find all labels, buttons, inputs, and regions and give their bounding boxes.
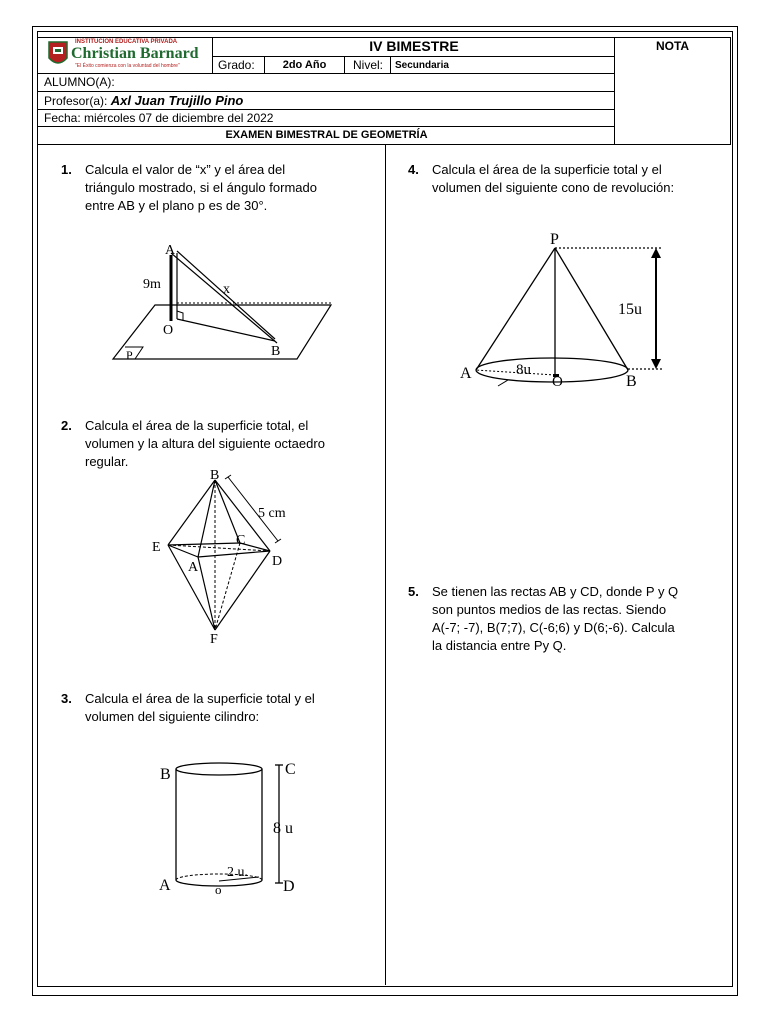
alumno-label: ALUMNO(A):	[44, 75, 115, 89]
nivel-value: Secundaria	[395, 60, 449, 71]
question-5-line: A(-7; -7), B(7;7), C(-6;6) y D(6;-6). Calcula	[432, 620, 675, 635]
question-4-line: Calcula el área de la superficie total y el	[432, 162, 662, 177]
grado-value-cell	[264, 56, 345, 74]
fig2-label-D: D	[272, 554, 283, 569]
fig3-label-C: C	[285, 761, 296, 778]
nivel-value-cell	[390, 56, 615, 74]
fecha-cell	[37, 109, 615, 127]
question-1-line: Calcula el valor de “x” y el área del	[85, 162, 286, 177]
fig1-label-B: B	[271, 344, 281, 359]
fig3-label-height: 8 u	[273, 820, 293, 837]
nivel-label-cell	[344, 56, 391, 74]
question-1-line: entre AB y el plano p es de 30°.	[85, 198, 268, 213]
alumno-cell	[37, 73, 615, 92]
question-5-line: la distancia entre Py Q.	[432, 638, 567, 653]
fig3-label-B: B	[160, 766, 171, 783]
question-1-line: triángulo mostrado, si el ángulo formado	[85, 180, 317, 195]
school-name: Christian Barnard	[71, 45, 199, 62]
fig3-label-radius: 2 u.	[227, 865, 248, 880]
school-logo	[41, 38, 212, 72]
fig4-label-P: P	[550, 231, 559, 248]
fig4-label-O: O	[552, 374, 563, 390]
profesor-label: Profesor(a):	[44, 94, 108, 108]
question-5-number: 5.	[408, 584, 419, 599]
question-4-line: volumen del siguiente cono de revolución:	[432, 180, 675, 195]
fig4-label-B: B	[626, 373, 637, 390]
nota-box	[614, 37, 731, 145]
school-motto: "El Éxito comienza con la voluntad del hombre"	[75, 63, 180, 69]
fig1-label-P: P	[126, 348, 133, 362]
question-5-line: Se tienen las rectas AB y CD, donde P y Q	[432, 584, 679, 599]
school-line1: INSTITUCIÓN EDUCATIVA PRIVADA	[75, 39, 178, 45]
exam-title: EXAMEN BIMESTRAL DE GEOMETRÍA	[225, 129, 428, 141]
question-3-line: volumen del siguiente cilindro:	[85, 709, 260, 724]
fig4-label-A: A	[460, 365, 472, 382]
figure-triangle-plane	[105, 235, 345, 365]
fig4-label-height: 15u	[618, 301, 642, 318]
question-3-line: Calcula el área de la superficie total y el	[85, 691, 315, 706]
period-cell	[212, 37, 615, 57]
period-title: IV BIMESTRE	[369, 38, 459, 54]
fig1-label-A: A	[165, 243, 176, 258]
fig3-label-o: o	[215, 882, 222, 895]
question-4-number: 4.	[408, 162, 419, 177]
fig2-label-C: C	[236, 533, 246, 548]
profesor-name: Axl Juan Trujillo Pino	[110, 93, 244, 108]
fig2-label-edge: 5 cm	[258, 506, 286, 521]
question-2-line: Calcula el área de la superficie total, el	[85, 418, 309, 433]
fig1-label-height: 9m	[143, 277, 161, 292]
question-3-number: 3.	[61, 691, 72, 706]
grado-label: Grado:	[218, 58, 255, 72]
fig3-label-D: D	[283, 878, 295, 895]
fig1-label-x: x	[223, 282, 230, 297]
fig2-label-A: A	[188, 560, 199, 575]
question-1-number: 1.	[61, 162, 72, 177]
question-5-line: son puntos medios de las rectas. Siendo	[432, 602, 667, 617]
column-divider	[385, 145, 386, 985]
fig2-label-F: F	[210, 632, 218, 647]
figure-octahedron	[148, 465, 298, 649]
nota-label: NOTA	[655, 39, 690, 53]
profesor-cell	[37, 91, 615, 110]
fig2-label-E: E	[152, 540, 161, 555]
fig2-label-B: B	[210, 468, 220, 483]
fecha-text: Fecha: miércoles 07 de diciembre del 2022	[44, 111, 274, 125]
nivel-label: Nivel:	[353, 58, 384, 72]
question-2-number: 2.	[61, 418, 72, 433]
figure-cone	[458, 228, 678, 398]
fig1-label-O: O	[163, 323, 174, 338]
grado-label-cell	[212, 56, 265, 74]
figure-cylinder	[155, 755, 325, 895]
fig3-label-A: A	[159, 877, 171, 894]
fig4-label-radius: 8u	[516, 362, 531, 378]
question-2-line: volumen y la altura del siguiente octaedro	[85, 436, 325, 451]
question-2-line: regular.	[85, 454, 129, 469]
exam-title-cell	[37, 126, 615, 145]
grado-value: 2do Año	[282, 59, 327, 71]
